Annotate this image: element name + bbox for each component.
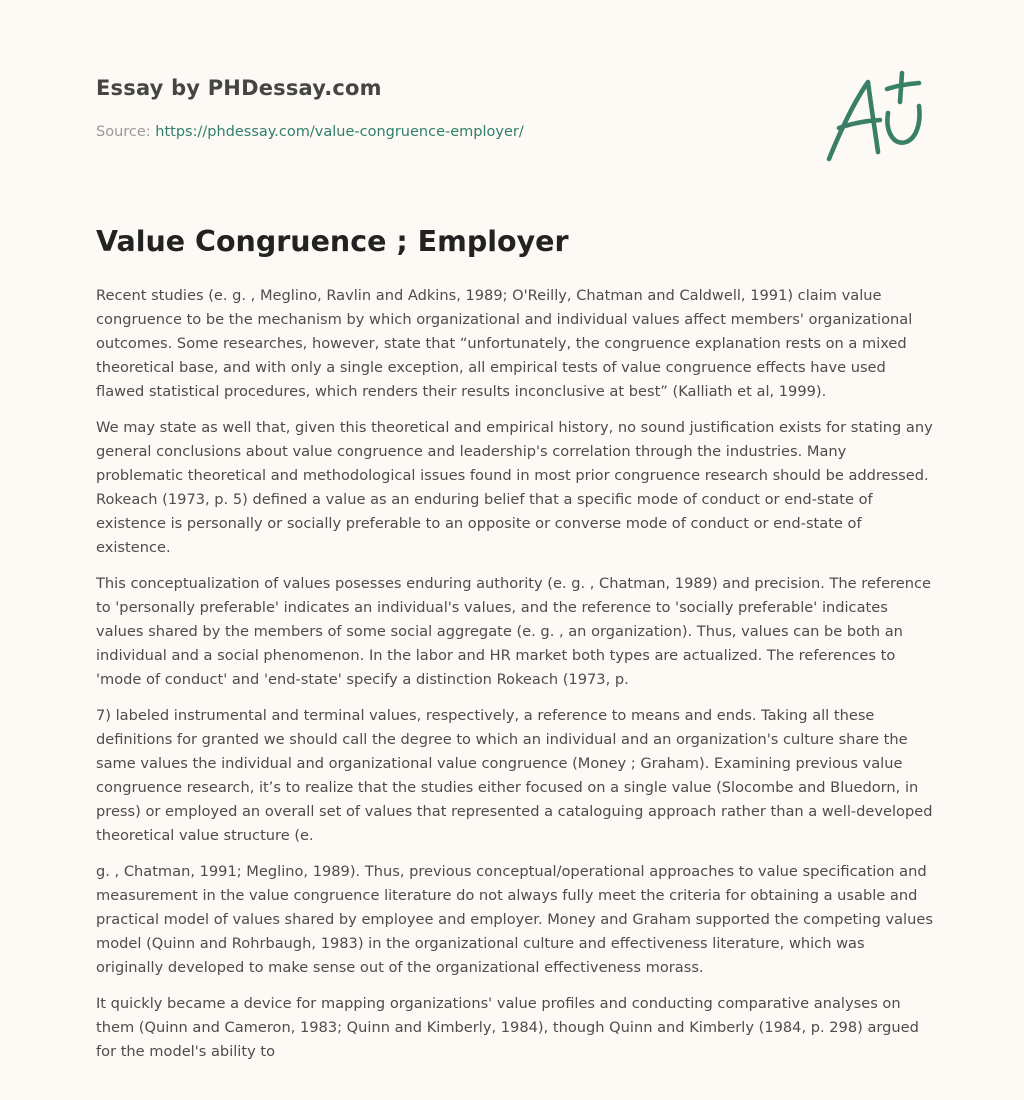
essay-title: Value Congruence ; Employer xyxy=(96,225,569,258)
source-link[interactable]: https://phdessay.com/value-congruence-employer/ xyxy=(155,124,524,140)
essay-paragraph: 7) labeled instrumental and terminal values, respectively, a reference to means and ends. Taking all these definitions for granted we should call the degree to which an individual and an organization's culture share the same values the individual and organizational value congruence (Money ; Graham). Examining previous value congruence research, it’s to realize that the studies either focused on a single value (Slocombe and Bluedorn, in press) or employed an overall set of values that represented a cataloguing approach rather than a well-developed theoretical value structure (e. xyxy=(96,707,933,844)
essay-paragraph: We may state as well that, given this theoretical and empirical history, no sound justification exists for stating any general conclusions about value congruence and leadership's correlation through the industries. Many problematic theoretical and methodological issues found in most prior congruence research should be addressed. Rokeach (1973, p. 5) defined a value as an enduring belief that a specific mode of conduct or end-state of existence is personally or socially preferable to an opposite or converse mode of conduct or end-state of existence. xyxy=(96,419,933,556)
essay-body xyxy=(96,284,936,1076)
essay-paragraph: g. , Chatman, 1991; Meglino, 1989). Thus, previous conceptual/operational approaches to value specification and measurement in the value congruence literature do not always fully meet the criteria for obtaining a usable and practical model of values shared by employee and employer. Money and Graham supported the competing values model (Quinn and Rohrbaugh, 1983) in the organizational culture and effectiveness literature, which was originally developed to make sense out of the organizational effectiveness morass. xyxy=(96,863,933,976)
essay-paragraph: It quickly became a device for mapping organizations' value profiles and conducting comparative analyses on them (Quinn and Cameron, 1983; Quinn and Kimberly, 1984), though Quinn and Kimberly (1984, p. 298) argued for the model's ability to xyxy=(96,995,919,1060)
site-title: Essay by PHDessay.com xyxy=(96,76,382,100)
source-label: Source: xyxy=(96,124,151,140)
source-line xyxy=(96,124,524,140)
essay-paragraph: This conceptualization of values posesses enduring authority (e. g. , Chatman, 1989) and precision. The reference to 'personally preferable' indicates an individual's values, and the reference to 'socially preferable' indicates values shared by the members of some social aggregate (e. g. , an organization). Thus, values can be both an individual and a social phenomenon. In the labor and HR market both types are actualized. The references to 'mode of conduct' and 'end-state' specify a distinction Rokeach (1973, p. xyxy=(96,575,931,688)
a-plus-logo-icon xyxy=(820,66,932,166)
essay-paragraph: Recent studies (e. g. , Meglino, Ravlin and Adkins, 1989; O'Reilly, Chatman and Caldwell, 1991) claim value congruence to be the mechanism by which organizational and individual values affect members' organizational outcomes. Some researches, however, state that “unfortunately, the congruence explanation rests on a mixed theoretical base, and with only a single exception, all empirical tests of value congruence effects have used flawed statistical procedures, which renders their results inconclusive at best” (Kalliath et al, 1999). xyxy=(96,287,913,400)
